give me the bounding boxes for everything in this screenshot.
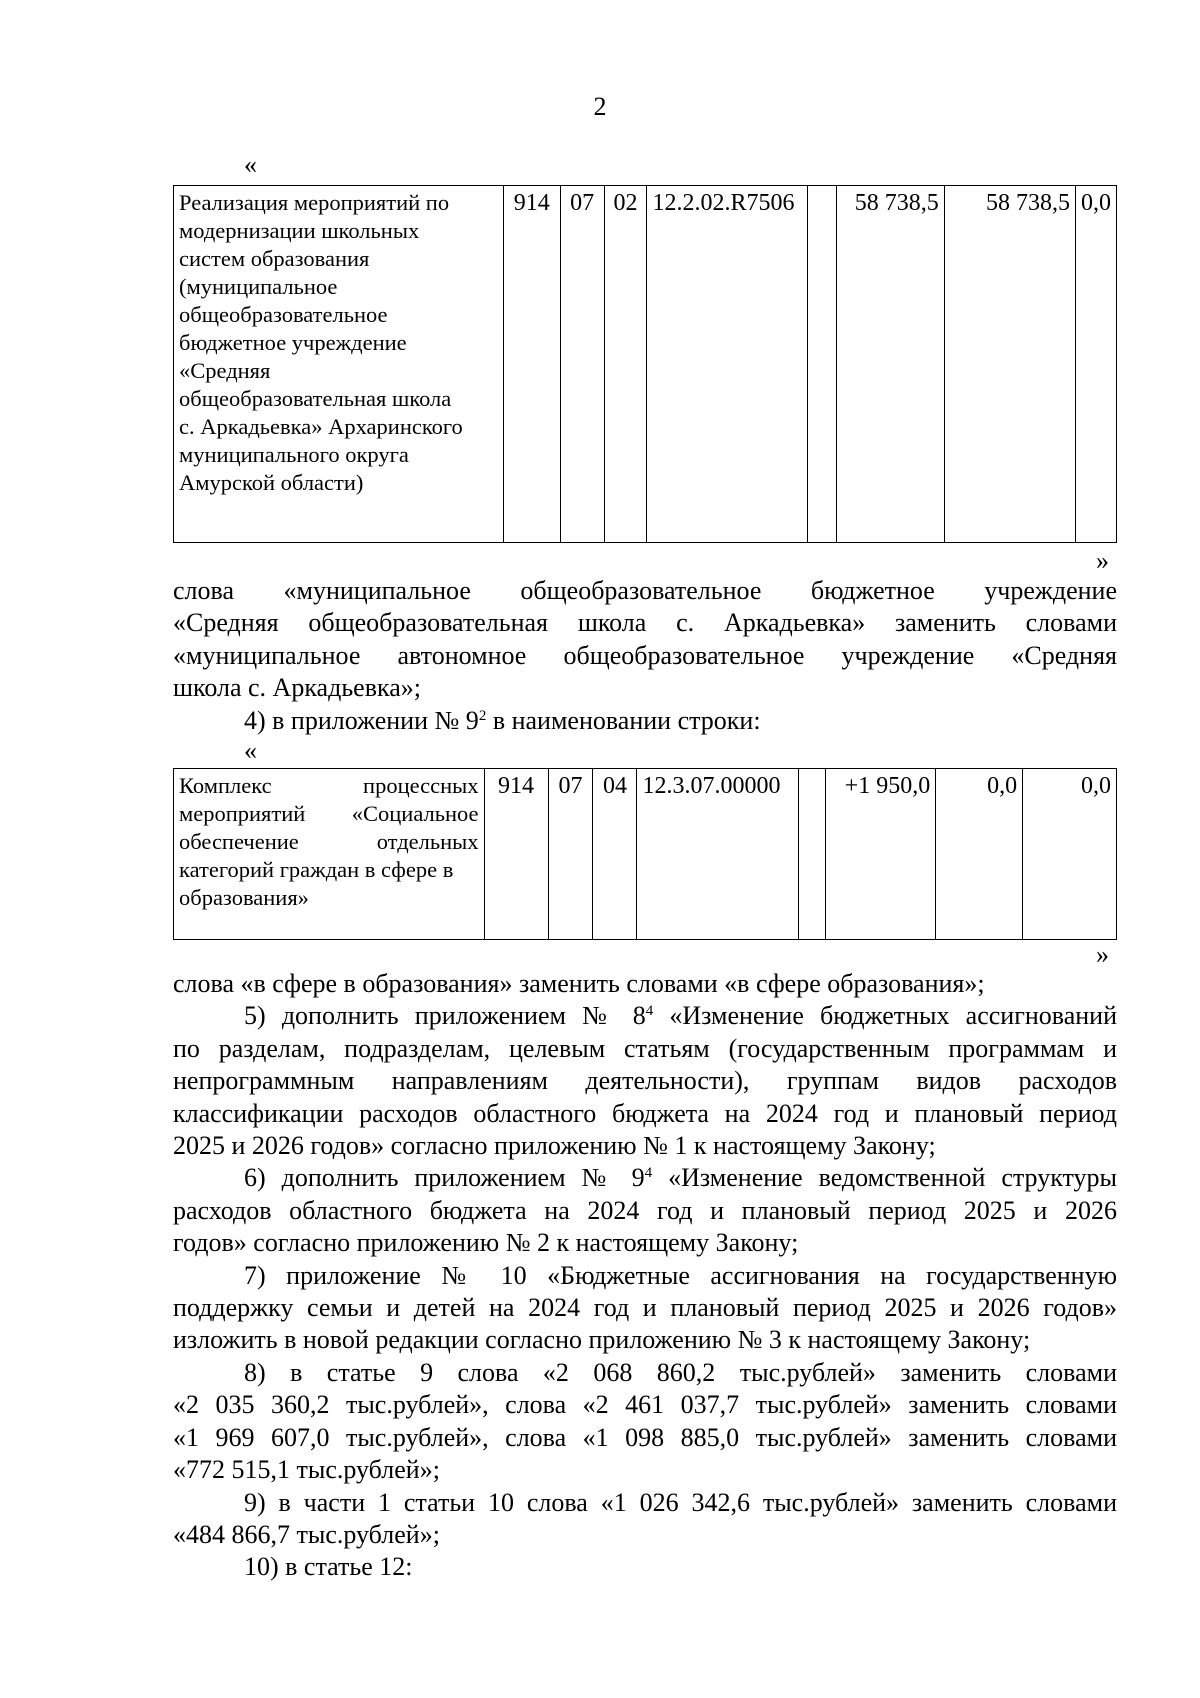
item-7-line: поддержку семьи и детей на 2024 год и плановый период 2025 и 2026 годов»: [173, 1293, 1117, 1323]
row-name-line: Амурской области): [179, 470, 364, 495]
row-name-line: модернизации школьных: [179, 218, 420, 243]
ministry-code-cell: 914: [503, 186, 560, 543]
item-9-line: «484 866,7 тыс.рублей»;: [173, 1519, 440, 1549]
row-name-line: образования»: [179, 885, 309, 910]
section-code-cell: 07: [548, 769, 593, 940]
item-6-line: [173, 1162, 1117, 1194]
row-name-line: Реализация мероприятий по: [179, 190, 450, 215]
amount-2025-cell: 0,0: [936, 769, 1023, 940]
item-5-line: классификации расходов областного бюджета на 2024 год и плановый период: [173, 1098, 1117, 1128]
item-8-line: 8) в статье 9 слова «2 068 860,2 тыс.рублей» заменить словами: [244, 1357, 1117, 1387]
item-7-line: изложить в новой редакции согласно приложению № 3 к настоящему Закону;: [173, 1325, 1031, 1355]
target-article-cell: 12.2.02.R7506: [647, 186, 808, 543]
item-5-line: 2025 и 2026 годов» согласно приложению № 1 к настоящему Закону;: [173, 1131, 936, 1161]
item-7-line: 7) приложение № 10 «Бюджетные ассигнования на государственную: [244, 1260, 1117, 1290]
expense-type-cell: [799, 769, 826, 940]
target-article-cell: 12.3.07.00000: [637, 769, 799, 940]
item-6-line: расходов областного бюджета на 2024 год и плановый период 2025 и 2026: [173, 1195, 1117, 1225]
expense-type-cell: [808, 186, 837, 543]
row-name-line: с. Аркадьевка» Архаринского: [179, 414, 463, 439]
item-5-text: 5) дополнить приложением № 8: [244, 1001, 646, 1031]
item-8-line: «1 969 607,0 тыс.рублей», слова «1 098 885,0 тыс.рублей» заменить словами: [173, 1422, 1117, 1452]
row-name-line: мероприятий «Социальное: [179, 801, 479, 826]
budget-row-table: [173, 185, 1117, 543]
item-10-line: 10) в статье 12:: [244, 1552, 413, 1582]
item-6-text: «Изменение ведомственной структуры: [652, 1163, 1117, 1193]
item-6-line: годов» согласно приложению № 2 к настоящему Закону;: [173, 1228, 799, 1258]
superscript: 4: [645, 1003, 654, 1020]
item-5-line: непрограммным направлениям деятельности), группам видов расходов: [173, 1066, 1117, 1096]
text-line: «муниципальное автономное общеобразовательное учреждение «Средняя: [173, 640, 1117, 670]
open-quote: «: [244, 150, 257, 179]
paragraph-replace-school-name: [173, 575, 1117, 737]
ministry-code-cell: 914: [484, 769, 548, 940]
row-name-line: муниципального округа: [179, 442, 409, 467]
item-4-text: в наименовании строки:: [486, 705, 761, 735]
text-line: «Средняя общеобразовательная школа с. Аркадьевка» заменить словами: [173, 608, 1117, 638]
text-line: слова «муниципальное общеобразовательное бюджетное учреждение: [173, 576, 1117, 605]
row-name-line: общеобразовательная школа: [179, 386, 452, 411]
row-name-line: систем образования: [179, 246, 370, 271]
close-quote: »: [1096, 940, 1109, 969]
superscript: 2: [478, 707, 487, 724]
row-name-cell: [174, 769, 485, 940]
row-name-line: категорий граждан в сфере в: [179, 857, 454, 882]
item-4-line: [173, 705, 1117, 737]
superscript: 4: [644, 1165, 653, 1182]
row-name-line: «Средняя: [179, 358, 271, 383]
page-number: 2: [593, 92, 607, 121]
item-4-text: 4) в приложении № 9: [244, 705, 479, 735]
amount-2025-cell: 58 738,5: [944, 186, 1075, 543]
row-name-cell: [174, 186, 504, 543]
text-line: школа с. Аркадьевка»;: [173, 673, 422, 703]
subsection-code-cell: 04: [593, 769, 637, 940]
close-quote: »: [1096, 546, 1109, 575]
text-line: слова «в сфере в образования» заменить словами «в сфере образования»;: [173, 969, 985, 998]
paragraph-items: [173, 968, 1117, 1584]
amount-2024-cell: +1 950,0: [826, 769, 936, 940]
row-name-line: (муниципальное: [179, 274, 338, 299]
section-code-cell: 07: [560, 186, 604, 543]
item-9-line: 9) в части 1 статьи 10 слова «1 026 342,6 тыс.рублей» заменить словами: [244, 1487, 1117, 1517]
item-6-text: 6) дополнить приложением № 9: [244, 1163, 645, 1193]
row-name-line: общеобразовательное: [179, 302, 388, 327]
item-5-text: «Изменение бюджетных ассигнований: [653, 1001, 1117, 1031]
amount-2026-cell: 0,0: [1075, 186, 1116, 543]
open-quote: «: [244, 736, 257, 765]
row-name-line: Комплекс процессных: [179, 773, 479, 798]
item-5-line: по разделам, подразделам, целевым статьям (государственным программам и: [173, 1033, 1117, 1063]
item-8-line: «772 515,1 тыс.рублей»;: [173, 1455, 440, 1485]
row-name-line: бюджетное учреждение: [179, 330, 407, 355]
item-5-line: [173, 1000, 1117, 1032]
row-name-line: обеспечение отдельных: [179, 829, 479, 854]
amount-2026-cell: 0,0: [1023, 769, 1117, 940]
amount-2024-cell: 58 738,5: [837, 186, 945, 543]
subsection-code-cell: 02: [604, 186, 647, 543]
budget-row-table: [173, 768, 1117, 940]
item-8-line: «2 035 360,2 тыс.рублей», слова «2 461 037,7 тыс.рублей» заменить словами: [173, 1390, 1117, 1420]
